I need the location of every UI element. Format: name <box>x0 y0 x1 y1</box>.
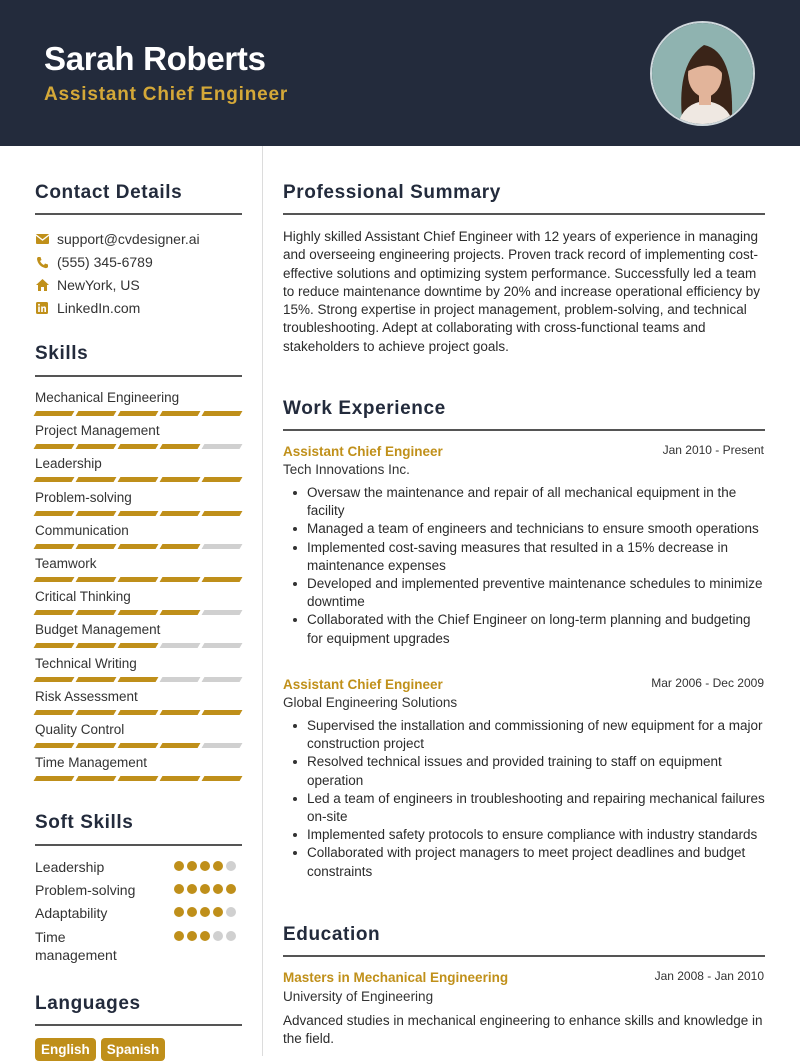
skill-name: Mechanical Engineering <box>35 390 180 405</box>
skill-bar-segment <box>202 577 243 582</box>
contact-text: support@cvdesigner.ai <box>57 231 200 247</box>
contact-item[interactable] <box>35 231 200 247</box>
job-dates: Mar 2006 - Dec 2009 <box>651 676 764 690</box>
company-name: Global Engineering Solutions <box>283 695 458 710</box>
skill-bar-segment <box>118 444 159 449</box>
bullet: Collaborated with project managers to meet project deadlines and budget constraints <box>283 844 765 880</box>
skill-bar-segment <box>160 477 201 482</box>
skill-bar-segment <box>202 444 243 449</box>
skill-bar-segment <box>160 444 201 449</box>
skill-level-bar <box>35 544 242 549</box>
skill-name: Budget Management <box>35 622 161 638</box>
job-bullets <box>283 717 765 881</box>
skill-bar-segment <box>202 411 243 416</box>
education-dates: Jan 2008 - Jan 2010 <box>654 969 764 983</box>
linkedin-icon <box>35 301 49 315</box>
summary-text: Highly skilled Assistant Chief Engineer with 12 years of experience in managing and overseeing engineering projects. Proven track record of implementing cost-effective solutions and optimizing system performance. Successfully led a team to reduce maintenance downtime by 20% and increase operational efficiency by 15%. Strong expertise in project management, problem-solving, and technical troubleshooting. Adept at collaborating with cross-functional teams and stakeholders to achieve project goals. <box>283 229 761 354</box>
rating-dot <box>174 931 184 941</box>
skill-item <box>35 423 242 449</box>
skill-bar-segment <box>76 411 117 416</box>
rating-dot <box>187 884 197 894</box>
skill-item <box>35 456 242 482</box>
skill-level-bar <box>35 743 242 748</box>
skill-bar-segment <box>76 743 117 748</box>
skill-name: Technical Writing <box>35 655 137 671</box>
skill-bar-segment <box>202 477 243 482</box>
skill-name: Leadership <box>35 456 102 472</box>
skill-bar-segment <box>118 411 159 416</box>
bullet: Implemented safety protocols to ensure compliance with industry standards <box>283 826 765 844</box>
soft-skill-name: Adaptability <box>35 905 108 921</box>
skill-bar-segment <box>34 577 75 582</box>
candidate-title: Assistant Chief Engineer <box>44 84 289 105</box>
skill-bar-segment <box>76 511 117 516</box>
soft-skills-heading: Soft Skills <box>35 812 134 833</box>
skill-name: Communication <box>35 522 129 538</box>
skill-bar-segment <box>160 544 201 549</box>
skill-bar-segment <box>34 544 75 549</box>
skill-bar-segment <box>76 544 117 549</box>
job-title: Assistant Chief Engineer <box>283 444 443 459</box>
rating-dot <box>226 931 236 941</box>
rating-dot <box>187 861 197 871</box>
skill-level-bar <box>35 577 242 582</box>
envelope-icon <box>35 232 49 246</box>
rating-dot <box>226 907 236 917</box>
skill-level-bar <box>35 677 242 682</box>
job-title: Assistant Chief Engineer <box>283 677 443 692</box>
contact-item[interactable] <box>35 277 140 293</box>
soft-skill-item <box>35 904 242 922</box>
skill-name: Critical Thinking <box>35 589 131 605</box>
rating-dot <box>200 884 210 894</box>
skill-bar-segment <box>118 743 159 748</box>
skill-bar-segment <box>160 577 201 582</box>
profile-photo <box>650 21 755 126</box>
skill-bar-segment <box>118 511 159 516</box>
skill-bar-segment <box>202 610 243 615</box>
skill-item <box>35 755 242 781</box>
skill-bar-segment <box>76 776 117 781</box>
job-bullets <box>283 484 765 648</box>
bullet: Developed and implemented preventive maintenance schedules to minimize downtime <box>283 575 765 611</box>
language-tag: English <box>35 1038 96 1061</box>
skill-level-bar <box>35 444 242 449</box>
skill-name: Risk Assessment <box>35 688 138 704</box>
skill-name: Problem-solving <box>35 489 132 505</box>
soft-skill-rating <box>174 861 236 871</box>
rating-dot <box>226 884 236 894</box>
skill-bar-segment <box>118 577 159 582</box>
rating-dot <box>213 861 223 871</box>
job-dates: Jan 2010 - Present <box>662 443 764 457</box>
skill-bar-segment <box>160 511 201 516</box>
skill-item <box>35 622 242 648</box>
rating-dot <box>200 931 210 941</box>
skill-item <box>35 656 242 682</box>
home-icon <box>35 278 49 292</box>
skill-bar-segment <box>160 643 201 648</box>
skill-name: Quality Control <box>35 722 125 737</box>
skill-item <box>35 689 242 715</box>
contact-text: NewYork, US <box>57 277 140 293</box>
skill-level-bar <box>35 776 242 781</box>
skill-bar-segment <box>34 710 75 715</box>
skill-bar-segment <box>118 544 159 549</box>
divider <box>283 213 765 215</box>
skill-item <box>35 490 242 516</box>
skill-bar-segment <box>76 610 117 615</box>
skill-bar-segment <box>34 776 75 781</box>
skill-level-bar <box>35 710 242 715</box>
skill-name: Teamwork <box>35 556 97 571</box>
skill-level-bar <box>35 477 242 482</box>
education-heading: Education <box>283 924 381 945</box>
skill-bar-segment <box>202 743 243 748</box>
rating-dot <box>187 907 197 917</box>
skill-bar-segment <box>202 776 243 781</box>
skill-bar-segment <box>160 677 201 682</box>
skill-bar-segment <box>160 776 201 781</box>
contact-text: LinkedIn.com <box>57 300 141 316</box>
soft-skill-name: Problem-solving <box>35 882 136 898</box>
contact-heading: Contact Details <box>35 182 183 203</box>
phone-icon <box>35 255 49 269</box>
skill-bar-segment <box>34 610 75 615</box>
soft-skill-name: Time management <box>35 929 117 963</box>
contact-item[interactable] <box>35 254 153 270</box>
divider <box>35 213 242 215</box>
soft-skill-rating <box>174 884 236 894</box>
company-name: Tech Innovations Inc. <box>283 462 410 477</box>
bullet: Collaborated with the Chief Engineer on long-term planning and budgeting for equipment upgrades <box>283 611 765 647</box>
skill-bar-segment <box>76 643 117 648</box>
divider <box>283 429 765 431</box>
summary-heading: Professional Summary <box>283 182 501 203</box>
degree: Masters in Mechanical Engineering <box>283 970 509 985</box>
skill-bar-segment <box>160 610 201 615</box>
divider <box>35 1024 242 1026</box>
skill-item <box>35 722 242 748</box>
languages-heading: Languages <box>35 993 141 1014</box>
rating-dot <box>200 907 210 917</box>
skill-name: Project Management <box>35 423 160 439</box>
bullet: Implemented cost-saving measures that resulted in a 15% decrease in maintenance expenses <box>283 539 765 575</box>
skill-bar-segment <box>160 710 201 715</box>
divider <box>283 955 765 957</box>
skill-level-bar <box>35 610 242 615</box>
skill-bar-segment <box>34 444 75 449</box>
skill-bar-segment <box>34 677 75 682</box>
school-name: University of Engineering <box>283 989 434 1004</box>
skill-bar-segment <box>118 710 159 715</box>
rating-dot <box>213 884 223 894</box>
skill-bar-segment <box>202 710 243 715</box>
rating-dot <box>213 907 223 917</box>
soft-skill-item <box>35 928 242 964</box>
skill-level-bar <box>35 643 242 648</box>
skill-bar-segment <box>76 710 117 715</box>
skill-item <box>35 523 242 549</box>
skill-bar-segment <box>34 411 75 416</box>
column-divider <box>262 146 263 1056</box>
soft-skill-item <box>35 881 242 899</box>
language-list <box>35 1038 165 1061</box>
bullet: Led a team of engineers in troubleshooting and repairing mechanical failures on-site <box>283 790 765 826</box>
rating-dot <box>174 907 184 917</box>
contact-text: (555) 345-6789 <box>57 254 153 270</box>
skill-bar-segment <box>160 743 201 748</box>
skill-item <box>35 589 242 615</box>
candidate-name: Sarah Roberts <box>44 40 266 77</box>
rating-dot <box>174 884 184 894</box>
soft-skill-name: Leadership <box>35 859 105 875</box>
skill-bar-segment <box>118 610 159 615</box>
language-tag: Spanish <box>101 1038 166 1061</box>
skill-bar-segment <box>202 643 243 648</box>
skill-bar-segment <box>202 677 243 682</box>
skill-level-bar <box>35 511 242 516</box>
bullet: Managed a team of engineers and technicians to ensure smooth operations <box>283 520 765 538</box>
skill-bar-segment <box>202 511 243 516</box>
skill-bar-segment <box>76 677 117 682</box>
resume-header <box>0 0 800 146</box>
skills-heading: Skills <box>35 343 89 364</box>
skill-bar-segment <box>118 677 159 682</box>
rating-dot <box>226 861 236 871</box>
rating-dot <box>174 861 184 871</box>
bullet: Supervised the installation and commissioning of new equipment for a major construction project <box>283 717 765 753</box>
skill-item <box>35 390 242 416</box>
skill-bar-segment <box>34 643 75 648</box>
skill-bar-segment <box>76 477 117 482</box>
bullet: Oversaw the maintenance and repair of all mechanical equipment in the facility <box>283 484 765 520</box>
education-description: Advanced studies in mechanical engineering to enhance skills and knowledge in the field. <box>283 1013 763 1047</box>
soft-skill-item <box>35 858 242 876</box>
skill-bar-segment <box>118 776 159 781</box>
experience-heading: Work Experience <box>283 398 446 419</box>
contact-item[interactable] <box>35 300 140 316</box>
soft-skill-rating <box>174 931 236 941</box>
skill-bar-segment <box>202 544 243 549</box>
bullet: Resolved technical issues and provided training to staff on equipment operation <box>283 753 765 789</box>
skill-level-bar <box>35 411 242 416</box>
skill-bar-segment <box>118 643 159 648</box>
divider <box>35 375 242 377</box>
skill-bar-segment <box>34 511 75 516</box>
skill-bar-segment <box>118 477 159 482</box>
divider <box>35 844 242 846</box>
skill-item <box>35 556 242 582</box>
rating-dot <box>213 931 223 941</box>
skill-bar-segment <box>34 477 75 482</box>
skill-name: Time Management <box>35 755 148 771</box>
rating-dot <box>200 861 210 871</box>
skill-bar-segment <box>76 444 117 449</box>
skill-bar-segment <box>34 743 75 748</box>
skill-bar-segment <box>76 577 117 582</box>
rating-dot <box>187 931 197 941</box>
skill-bar-segment <box>160 411 201 416</box>
soft-skill-rating <box>174 907 236 917</box>
